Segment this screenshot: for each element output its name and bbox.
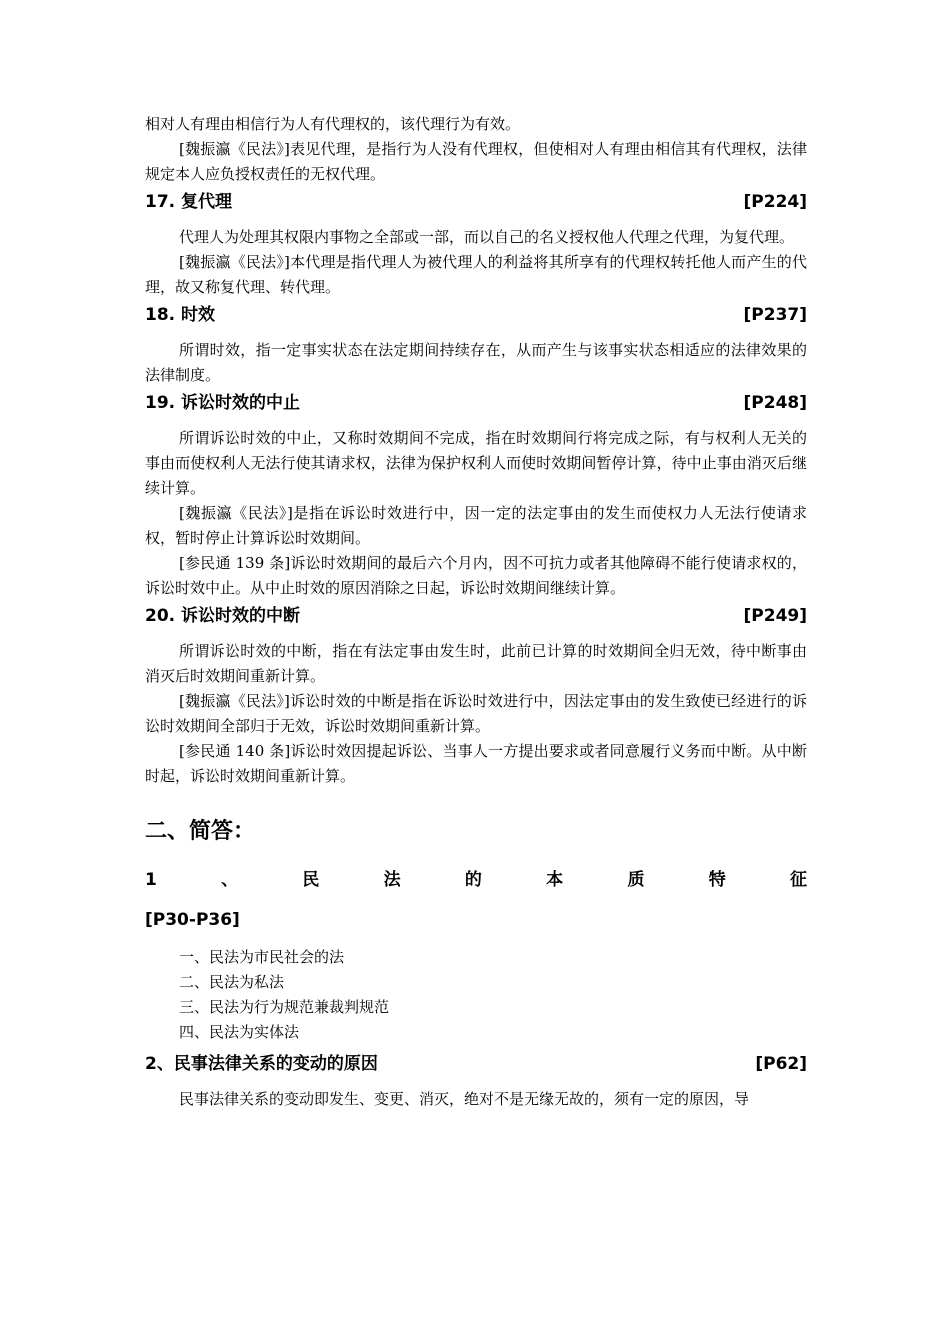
paragraph: 民事法律关系的变动即发生、变更、消灭，绝对不是无缘无故的，须有一定的原因，导 xyxy=(179,1090,750,1108)
question-2-heading xyxy=(145,1053,807,1075)
title-char: 征 xyxy=(789,870,807,890)
paragraph: 相对人有理由相信行为人有代理权的，该代理行为有效。 xyxy=(145,115,521,133)
section-title: 2、民事法律关系的变动的原因 xyxy=(145,1054,378,1074)
paragraph: 所谓诉讼时效的中止，又称时效期间不完成，指在时效期间行将完成之际，有与权利人无关的事由而使权利人无法行使其请求权，法律为保护权利人而使时效期间暂停计算，待中止事由消灭后继续计算。 xyxy=(145,429,807,497)
page-reference: [P248] xyxy=(743,393,807,413)
section-title: 17. 复代理 xyxy=(145,192,233,212)
list-item: 四、民法为实体法 xyxy=(179,1023,300,1041)
list-item: 三、民法为行为规范兼裁判规范 xyxy=(179,998,390,1016)
page-reference: [P224] xyxy=(743,192,807,212)
paragraph: 代理人为处理其权限内事物之全部或一部，而以自己的名义授权他人代理之代理，为复代理。 xyxy=(179,228,795,246)
paragraph: 所谓时效，指一定事实状态在法定期间持续存在，从而产生与该事实状态相适应的法律效果的法律制度。 xyxy=(145,341,807,384)
title-char: 民 xyxy=(302,870,320,890)
paragraph: [魏振瀛《民法》]是指在诉讼时效进行中，因一定的法定事由的发生而使权力人无法行使请求权，暂时停止计算诉讼时效期间。 xyxy=(145,504,807,547)
section-heading-20 xyxy=(145,605,807,627)
title-char: 法 xyxy=(383,870,401,890)
paragraph: [参民通 139 条]诉讼时效期间的最后六个月内，因不可抗力或者其他障碍不能行使请求权的，诉讼时效中止。从中止时效的原因消除之日起，诉讼时效期间继续计算。 xyxy=(145,554,807,597)
title-char: 特 xyxy=(708,870,726,890)
section-heading-18 xyxy=(145,304,807,326)
section-title: 18. 时效 xyxy=(145,305,216,325)
answer-list xyxy=(145,945,807,1045)
paragraph: [魏振瀛《民法》]表见代理，是指行为人没有代理权，但使相对人有理由相信其有代理权，法律规定本人应负授权责任的无权代理。 xyxy=(145,140,807,183)
section-title: 19. 诉讼时效的中止 xyxy=(145,393,301,413)
question-1-title xyxy=(145,869,807,891)
section-title: 20. 诉讼时效的中断 xyxy=(145,606,301,626)
title-char: 的 xyxy=(464,870,482,890)
title-char: 1 xyxy=(145,870,157,890)
page-reference: [P249] xyxy=(743,606,807,626)
paragraph: 所谓诉讼时效的中断，指在有法定事由发生时，此前已计算的时效期间全归无效，待中断事由消灭后时效期间重新计算。 xyxy=(145,642,807,685)
title-char: 质 xyxy=(627,870,645,890)
page-reference: [P62] xyxy=(755,1054,807,1074)
paragraph: [魏振瀛《民法》]诉讼时效的中断是指在诉讼时效进行中，因法定事由的发生致使已经进行的诉讼时效期间全部归于无效，诉讼时效期间重新计算。 xyxy=(145,692,807,735)
page-reference: [P30-P36] xyxy=(145,910,240,930)
title-char: 本 xyxy=(546,870,564,890)
part-heading: 二、简答： xyxy=(145,819,256,844)
list-item: 一、民法为市民社会的法 xyxy=(179,948,345,966)
title-char: 、 xyxy=(221,870,239,890)
section-heading-17 xyxy=(145,191,807,213)
paragraph: [魏振瀛《民法》]本代理是指代理人为被代理人的利益将其所享有的代理权转托他人而产生的代理，故又称复代理、转代理。 xyxy=(145,253,807,296)
paragraph: [参民通 140 条]诉讼时效因提起诉讼、当事人一方提出要求或者同意履行义务而中断。从中断时起，诉讼时效期间重新计算。 xyxy=(145,742,807,785)
document-page xyxy=(145,112,807,1112)
section-heading-19 xyxy=(145,392,807,414)
page-reference: [P237] xyxy=(743,305,807,325)
list-item: 二、民法为私法 xyxy=(179,973,285,991)
